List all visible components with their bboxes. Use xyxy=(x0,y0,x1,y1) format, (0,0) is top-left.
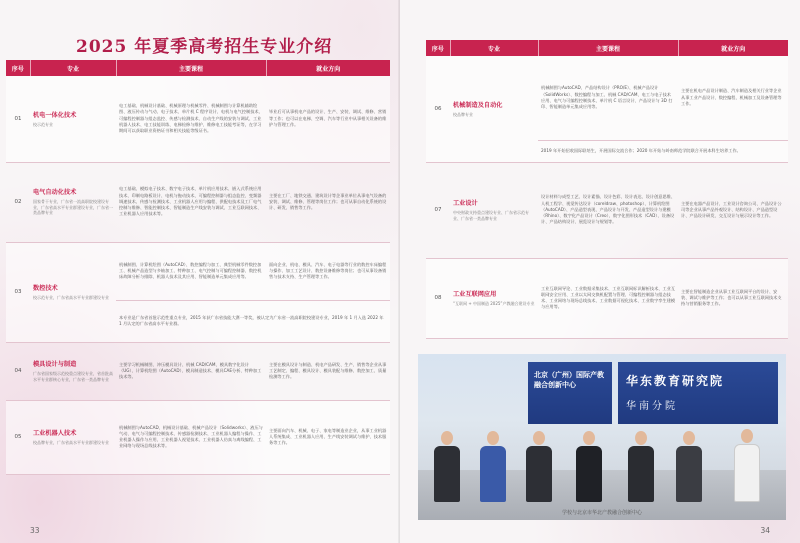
person-figure xyxy=(676,431,702,502)
table-row xyxy=(426,162,788,258)
person-figure xyxy=(628,431,654,502)
row-career: 主要在机电产品设计制造、汽车制造及相关行业等企业从事工业产品设计、数控编程、机械加工及设备管理等工作。 xyxy=(678,56,788,140)
major-tag: 中央财政支持重点建设专业、广东省示范专业、广东省一类品牌专业 xyxy=(453,210,529,221)
major-tag: 校示范专业 xyxy=(33,121,53,127)
table-row xyxy=(426,258,788,338)
row-courses: 电工基础、机械设计基础、机械原理与机械零件、机械制图与计算机辅助绘图、液压传动与气动、电子技术、单片机 C 程序设计、电机与电气控制技术、可编程控制器与组态监控、传感与检测技术、自动生产线的安装与调试、工业机器人技术、电工技能训练、电梯检修与维护、维修电工技能考证等，在学习期间可以获取职业资格证书和相关技能等级证书。 xyxy=(116,76,266,162)
row-career: 面向企业、机电、模具、汽车、电子电器等行业的数控车床编程与操作、加工工艺设计、数控设备维修等岗位；也可从事设备销售与技术支持、生产管理等工作。 xyxy=(266,242,390,300)
row-courses: 电工基础、模拟电子技术、数字电子技术、单片机应用技术、嵌入式系统应用技术、印制电路板设计、电机与拖动技术、可编程控制器与组态监控、变频器调速技术、传感与检测技术、工业机器人应用与编程、供配电技术及工厂电气控制与维修、智能控制技术、智能制造生产线安装与调试、工业互联网技术、工业机器人应用技术等。 xyxy=(116,162,266,242)
table-row xyxy=(6,162,390,242)
row-num: 01 xyxy=(6,76,30,162)
row-career: 主要面向汽车、机械、电子、家电等制造业企业，从事工业机器人系统集成、工业机器人应用、生产线安装调试与维护、技术服务等工作。 xyxy=(266,400,390,474)
header-courses: 主要课程 xyxy=(538,40,678,56)
majors-table-left xyxy=(6,60,390,475)
row-num: 07 xyxy=(426,162,450,258)
person-figure xyxy=(526,431,552,502)
row-num: 08 xyxy=(426,258,450,338)
banner-right-title: 华东教育研究院 xyxy=(626,374,725,388)
person-figure xyxy=(434,431,460,502)
row-career: 主要在工厂、地铁交通、建筑设计等企事业单位从事电气设备的安装、调试、维修、管理等岗位工作；也可从事自动化系统的设计、研发、销售等工作。 xyxy=(266,162,390,242)
table-header xyxy=(6,60,390,76)
page-number-right: 34 xyxy=(760,526,770,535)
row-career: 主要在电器产品设计、工业设计咨询公司、产品设计公司等企业从事产品外观设计、结构设计、产品造型设计、产品设计研发、交互设计与展示设计等工作。 xyxy=(678,162,788,258)
row-major xyxy=(450,162,538,258)
major-tag: “互联网 + 中国制造 2025”产教融合建设专业 xyxy=(453,300,535,306)
row-major xyxy=(30,242,116,342)
row-courses: 主要学习机械制图、冲压模具设计、机械 CAD/CAM、模具数字化设计（UG）、计算机绘图（AutoCAD）、模具制造技术、模具CAE分析、特种加工技术等。 xyxy=(116,342,266,400)
row-courses: 机械制图与AutoCAD、产品结构设计（PRO/E）、机械产品设计（SolidWorks）、数控编程与加工、机械 CAD/CAM、电工与电子技术应用、电气与可编程控制技术、单片机 C 语言设计、产品设计与 3D 打印、智能制造单元集成应用等。 xyxy=(538,56,678,140)
major-name: 工业设计 xyxy=(453,200,478,207)
row-num: 03 xyxy=(6,242,30,342)
major-tag: 广东省国家级示范校重点建设专业，省首批高水平专业群核心专业，广东省一类品牌专业 xyxy=(33,371,113,382)
table-row xyxy=(6,342,390,400)
row-courses: 工业互联网导论、工业数据采集技术、工业互联网标识解析技术、工业互联网安全应用、工业以太网交换机配置与管理、可编程控制器与组态技术、工业网络与现场总线技术、工业数据可视化技术、工业数字孪生建模与应用等。 xyxy=(538,258,678,338)
row-courses: 机械制图与AutoCAD、机械设计基础、机械产品设计（Solidworks）、液压与气动、电气与可编程控制技术、传感器检测技术、工业机器人编程与操作、工业机器人操作与应用、工业机器人视觉技术、工业机器人仿真与离线编程、工业网络与现场总线技术等。 xyxy=(116,400,266,474)
major-name: 模具设计与制造 xyxy=(33,361,77,368)
row-career: 主要在模具设计与制造、机电产品研发、生产、销售等企业从事工艺制定、编程、模具设计、模具装配与维修、数控加工、质量检测等工作。 xyxy=(266,342,390,400)
table-row xyxy=(6,76,390,162)
table-row xyxy=(6,242,390,300)
page-number-left: 33 xyxy=(30,526,40,535)
row-extra: 2019 年开始招收国际联培生，开展国际交流合作；2020 年开始与岭南师范学院联合开展本科生培养工作。 xyxy=(538,140,788,162)
table-row xyxy=(426,56,788,140)
banner-right-sub: 华南分院 xyxy=(626,401,678,412)
row-courses: 机械制图、计算机绘图（AutoCAD）、数控编程与加工、典型机械零件数控加工、机械产品造型与多轴加工、特种加工、电气控制与可编程控制器、数控机床故障分析与排除、机器人技术及其应用、智能制造单元集成应用等。 xyxy=(116,242,266,300)
table-header xyxy=(426,40,788,56)
row-num: 06 xyxy=(426,56,450,162)
header-num: 序号 xyxy=(6,60,30,76)
row-num: 05 xyxy=(6,400,30,474)
row-courses: 设计材料与成型工艺、设计素描、设计色彩、设计表达、设计创意思维、人机工程学、视觉传达设计（coreldraw、photoshop）、计算机绘图（AutoCAD）、产品造型表现、产品设计与开发、产品造型设计与建模（Rhino）、数字化产品设计（Creo）、数字化图形技术（CAD）、设备设计、产品结构设计、展览设计与规划等。 xyxy=(538,162,678,258)
major-tag: 校品牌专业，广东省高水平专业群建设专业 xyxy=(33,439,109,445)
row-major xyxy=(30,342,116,400)
person-figure xyxy=(576,431,602,502)
major-name: 机电一体化技术 xyxy=(33,111,77,119)
row-extra: 本专业是广东省首批示范性重点专业，2015 年获广东省技能大赛一等奖，被认定为广东省一流高职院校建设专业，2019 年 1 月入选 2022 年 1 月认定的广东省高水平专业群。 xyxy=(116,300,390,342)
row-career: 毕业后可从事机电产品的设计、生产、安装、调试、维修、营销等工作；也可以在电梯、空调、汽车等行业中从事相关设备的维护与管理工作。 xyxy=(266,76,390,162)
row-major xyxy=(450,258,538,338)
header-num: 序号 xyxy=(426,40,450,56)
banner-left: 北京（广州）国际产教融合创新中心 xyxy=(528,362,612,424)
header-major: 专业 xyxy=(450,40,538,56)
row-major xyxy=(30,162,116,242)
page-title: 2025 年夏季高考招生专业介绍 xyxy=(76,37,333,57)
row-num: 04 xyxy=(6,342,30,400)
major-tag: 校示范专业，广东省高水平专业群建设专业 xyxy=(33,294,109,300)
header-major: 专业 xyxy=(30,60,116,76)
header-career: 就业方向 xyxy=(678,40,788,56)
row-career: 主要在智能制造企业从事工业互联网平台的设计、安装、调试与维护等工作；也可以从事工业互联网技术支持与营销服务等工作。 xyxy=(678,258,788,338)
row-major xyxy=(450,56,538,162)
header-career: 就业方向 xyxy=(266,60,390,76)
header-courses: 主要课程 xyxy=(116,60,266,76)
row-major xyxy=(30,400,116,474)
photo-caption: 学校与北京市华北产教融合创新中心 xyxy=(561,510,642,516)
major-tag: 校品牌专业 xyxy=(453,111,473,117)
ceremony-photo xyxy=(418,354,786,520)
majors-table-right xyxy=(426,40,788,339)
table-row xyxy=(6,400,390,474)
row-major xyxy=(30,76,116,162)
major-tag: 国家骨干专业，广东省一流高职院校建设专业，广东省高水平专业群建设专业，广东省一类品牌专业 xyxy=(33,199,113,216)
major-name: 工业机器人技术 xyxy=(33,429,77,437)
major-name: 机械制造及自动化 xyxy=(453,101,503,109)
banner-right xyxy=(618,362,778,424)
row-num: 02 xyxy=(6,162,30,242)
person-figure xyxy=(734,429,760,502)
major-name: 工业互联网应用 xyxy=(453,290,497,298)
major-name: 数控技术 xyxy=(33,284,58,292)
major-name: 电气自动化技术 xyxy=(33,189,77,197)
person-figure xyxy=(480,431,506,502)
